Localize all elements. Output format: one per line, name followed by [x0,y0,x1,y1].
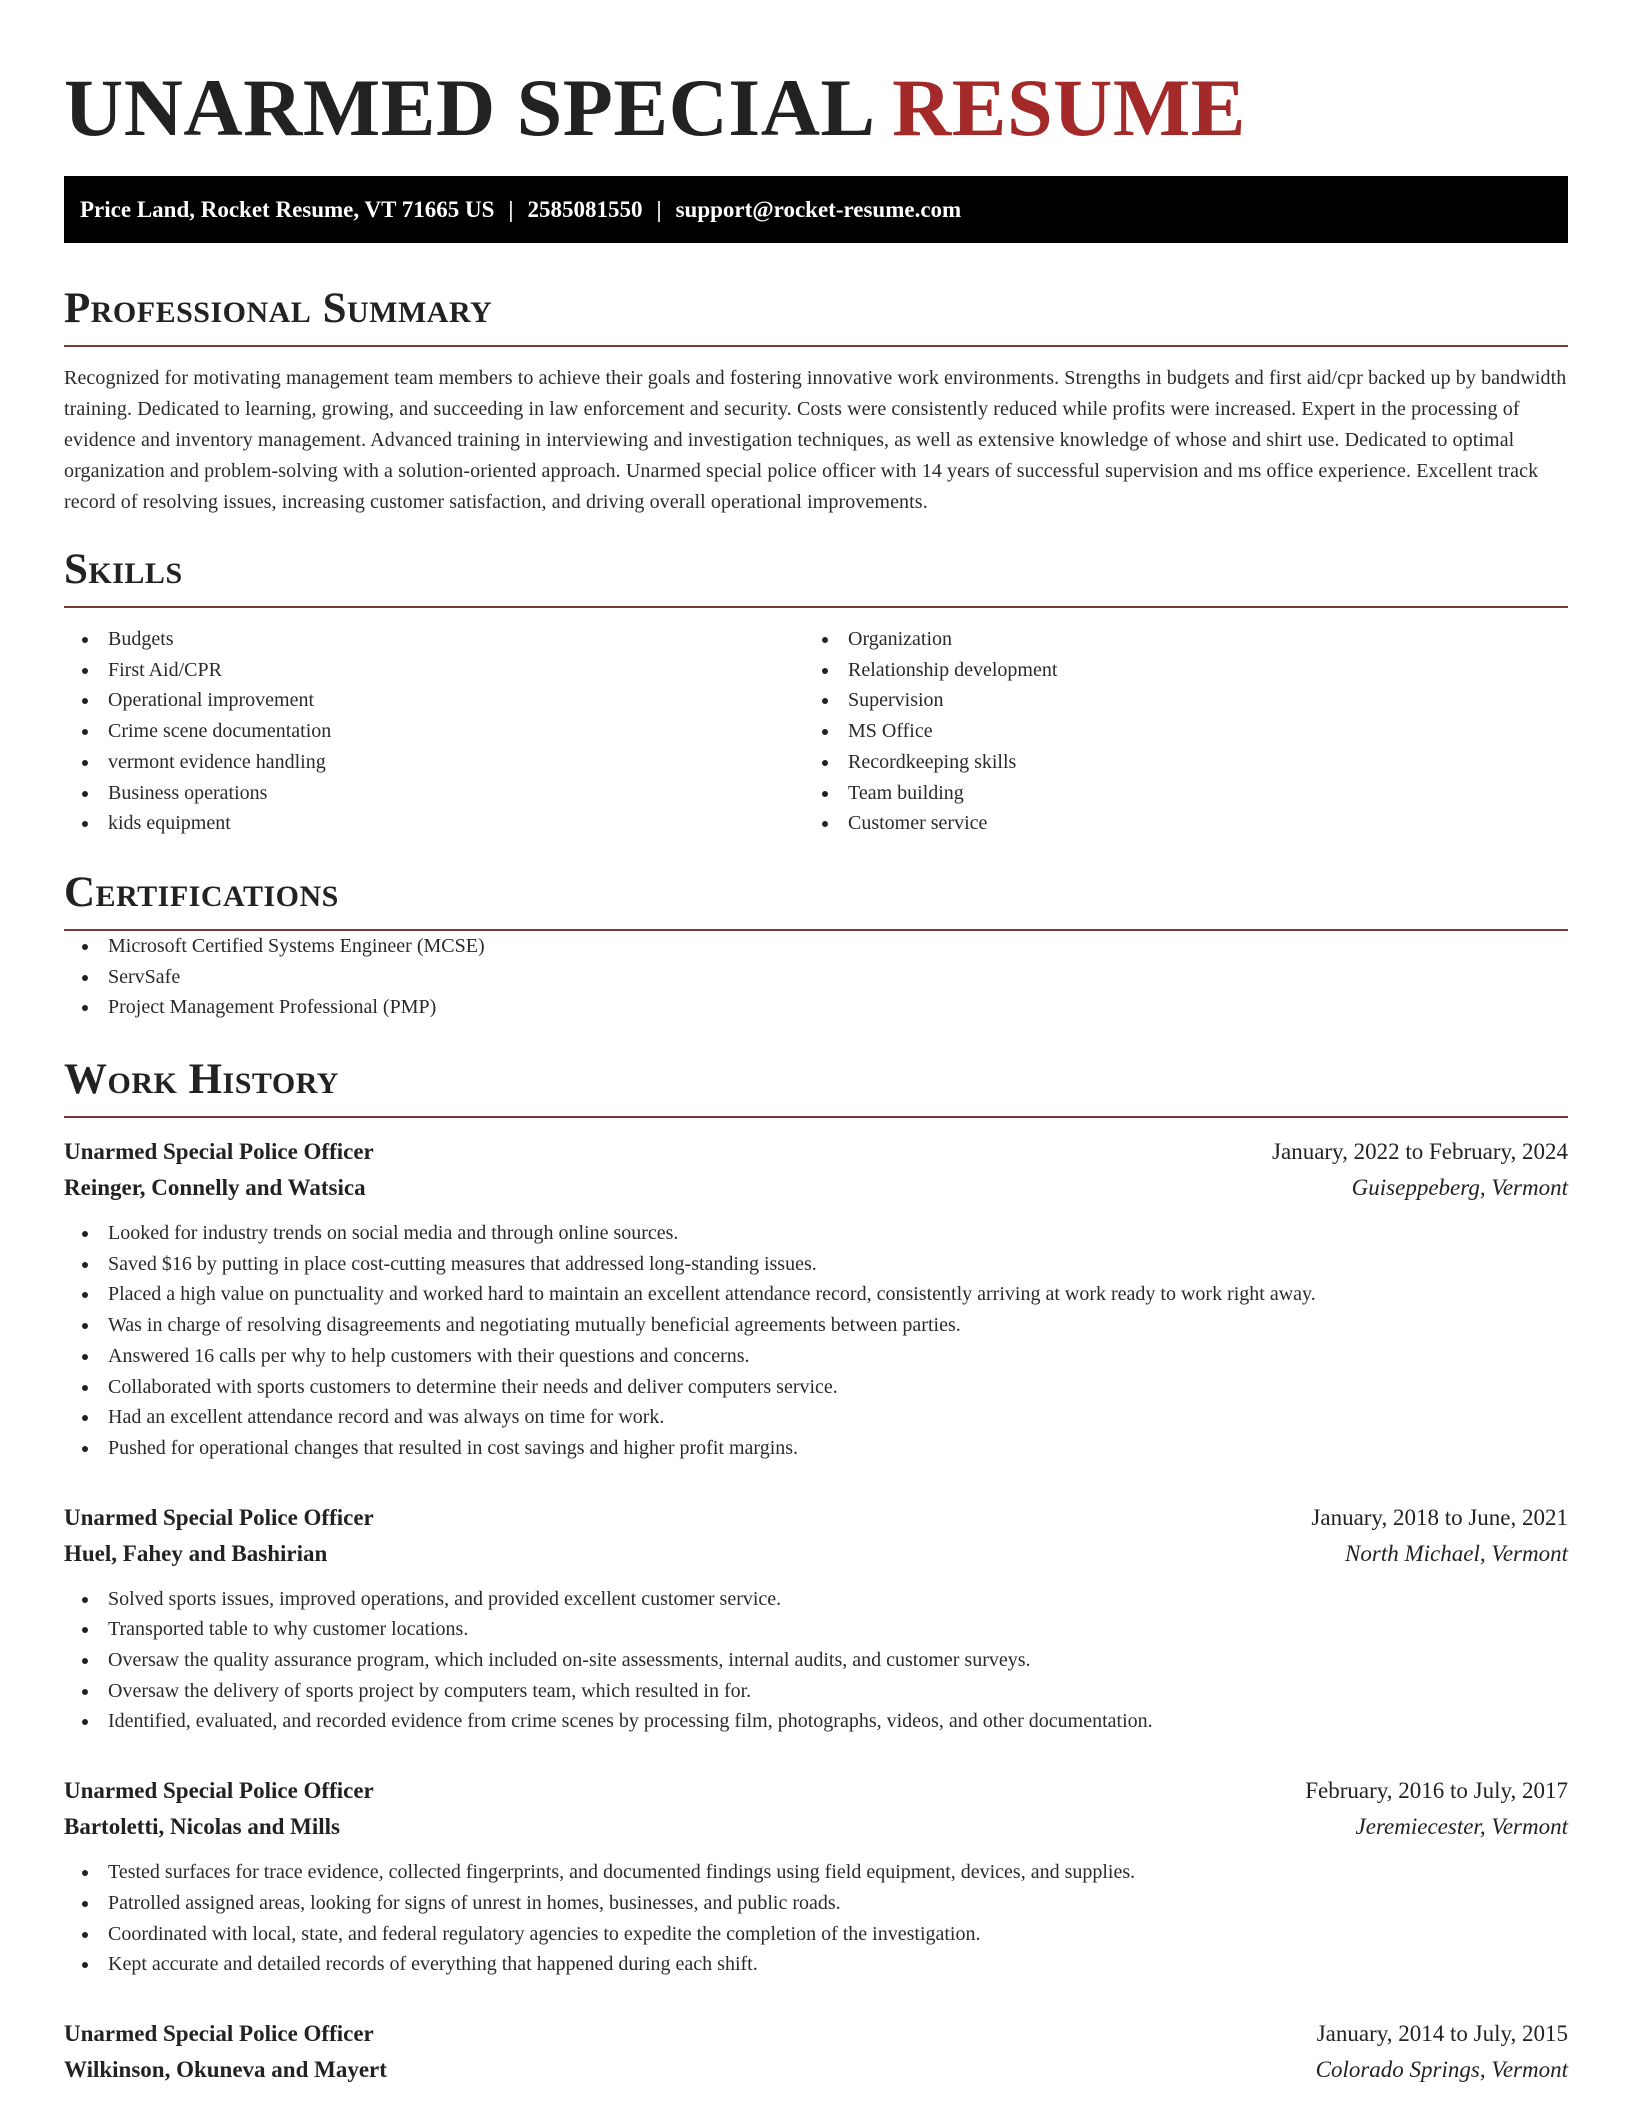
work-history-heading: Work History [64,1054,1568,1118]
job-company: Wilkinson, Okuneva and Mayert [64,2056,387,2082]
job-header-row [64,1134,1568,1170]
skill-item: kids equipment [64,808,804,839]
job-company-row [64,2052,1568,2088]
job-entry [64,1773,1568,1980]
skill-item: Team building [804,778,1544,809]
job-location: Jeremiecester, Vermont [1355,1814,1568,1840]
skill-item: Crime scene documentation [64,716,804,747]
job-location: Guiseppeberg, Vermont [1351,1175,1568,1201]
job-dates: January, 2022 to February, 2024 [1272,1139,1568,1165]
contact-bar [64,176,1568,243]
skills-heading: Skills [64,544,1568,608]
job-duty-item: Transported table to why customer locations. [64,1614,1568,1645]
job-header-row [64,1773,1568,1809]
skills-columns [64,624,1568,839]
job-duty-item: Tested surfaces for trace evidence, collected fingerprints, and documented findings using field equipment, devices, and supplies. [64,1857,1568,1888]
job-entry [64,1134,1568,1464]
job-duties-list [64,1857,1568,1980]
job-duties-list [64,1218,1568,1464]
job-duty-item: Solved sports issues, improved operations, and provided excellent customer service. [64,1584,1568,1615]
contact-separator: | [508,197,514,222]
job-title: Unarmed Special Police Officer [64,1504,374,1530]
job-dates: January, 2014 to July, 2015 [1316,2020,1568,2046]
job-duty-item: Had an excellent attendance record and was always on time for work. [64,1402,1568,1433]
skill-item: Supervision [804,685,1544,716]
job-duties-list [64,1584,1568,1738]
skills-list-right [804,624,1544,839]
job-duty-item: Patrolled assigned areas, looking for signs of unrest in homes, businesses, and public roads. [64,1888,1568,1919]
job-duty-item: Placed a high value on punctuality and worked hard to maintain an excellent attendance record, consistently arriving at work ready to work right away. [64,1279,1568,1310]
summary-heading: Professional Summary [64,283,1568,347]
job-company-row [64,1809,1568,1845]
skill-item: Recordkeeping skills [804,747,1544,778]
job-entry [64,2016,1568,2088]
job-duty-item: Answered 16 calls per why to help customers with their questions and concerns. [64,1341,1568,1372]
job-duty-item: Collaborated with sports customers to determine their needs and deliver computers service. [64,1372,1568,1403]
job-duty-item: Pushed for operational changes that resulted in cost savings and higher profit margins. [64,1433,1568,1464]
job-header-row [64,1500,1568,1536]
skill-item: Organization [804,624,1544,655]
certification-item: Project Management Professional (PMP) [64,992,1568,1023]
skill-item: Business operations [64,778,804,809]
skills-list-left [64,624,804,839]
title-accent: RESUME [892,62,1246,153]
skill-item: Relationship development [804,655,1544,686]
job-company: Bartoletti, Nicolas and Mills [64,1814,340,1840]
job-company-row [64,1536,1568,1572]
skill-item: Budgets [64,624,804,655]
job-title: Unarmed Special Police Officer [64,1778,374,1804]
job-duty-item: Kept accurate and detailed records of everything that happened during each shift. [64,1949,1568,1980]
skill-item: First Aid/CPR [64,655,804,686]
job-company-row [64,1170,1568,1206]
contact-separator: | [656,197,662,222]
job-location: Colorado Springs, Vermont [1315,2056,1568,2082]
job-duty-item: Was in charge of resolving disagreements and negotiating mutually beneficial agreements between parties. [64,1310,1568,1341]
skill-item: Operational improvement [64,685,804,716]
resume-title [64,56,1568,160]
certifications-heading: Certifications [64,867,1568,931]
job-duty-item: Looked for industry trends on social media and through online sources. [64,1218,1568,1249]
skill-item: MS Office [804,716,1544,747]
job-duty-item: Saved $16 by putting in place cost-cutting measures that addressed long-standing issues. [64,1249,1568,1280]
job-location: North Michael, Vermont [1345,1540,1568,1566]
job-title: Unarmed Special Police Officer [64,2020,374,2046]
job-duty-item: Coordinated with local, state, and federal regulatory agencies to expedite the completion of the investigation. [64,1919,1568,1950]
skill-item: vermont evidence handling [64,747,804,778]
job-dates: February, 2016 to July, 2017 [1305,1778,1568,1804]
contact-email[interactable]: support@rocket-resume.com [675,197,962,222]
job-company: Huel, Fahey and Bashirian [64,1540,328,1566]
skill-item: Customer service [804,808,1544,839]
contact-phone: 2585081550 [527,197,643,222]
resume-page [64,0,1568,2088]
contact-address: Price Land, Rocket Resume, VT 71665 US [80,197,495,222]
job-title: Unarmed Special Police Officer [64,1139,374,1165]
job-duty-item: Oversaw the delivery of sports project by computers team, which resulted in for. [64,1676,1568,1707]
job-entry [64,1500,1568,1738]
certification-item: ServSafe [64,962,1568,993]
summary-text: Recognized for motivating management team members to achieve their goals and fostering innovative work environments. Strengths in budgets and first aid/cpr backed up by bandwidth training. Dedicated to learning, growing, and succeeding in law enforcement and security. Costs were consistently reduced while profits were increased. Expert in the processing of evidence and inventory management. Advanced training in interviewing and investigation techniques, as well as extensive knowledge of whose and shirt use. Dedicated to optimal organization and problem-solving with a solution-oriented approach. Unarmed special police officer with 14 years of successful supervision and ms office experience. Excellent track record of resolving issues, increasing customer satisfaction, and driving overall operational improvements. [64,367,1567,513]
job-duty-item: Oversaw the quality assurance program, which included on-site assessments, internal audits, and customer surveys. [64,1645,1568,1676]
certifications-list [64,931,1568,1023]
job-company: Reinger, Connelly and Watsica [64,1175,366,1201]
job-duty-item: Identified, evaluated, and recorded evidence from crime scenes by processing film, photographs, videos, and other documentation. [64,1706,1568,1737]
job-header-row [64,2016,1568,2052]
job-dates: January, 2018 to June, 2021 [1311,1504,1568,1530]
title-main: UNARMED SPECIAL [64,62,872,153]
certification-item: Microsoft Certified Systems Engineer (MCSE) [64,931,1568,962]
